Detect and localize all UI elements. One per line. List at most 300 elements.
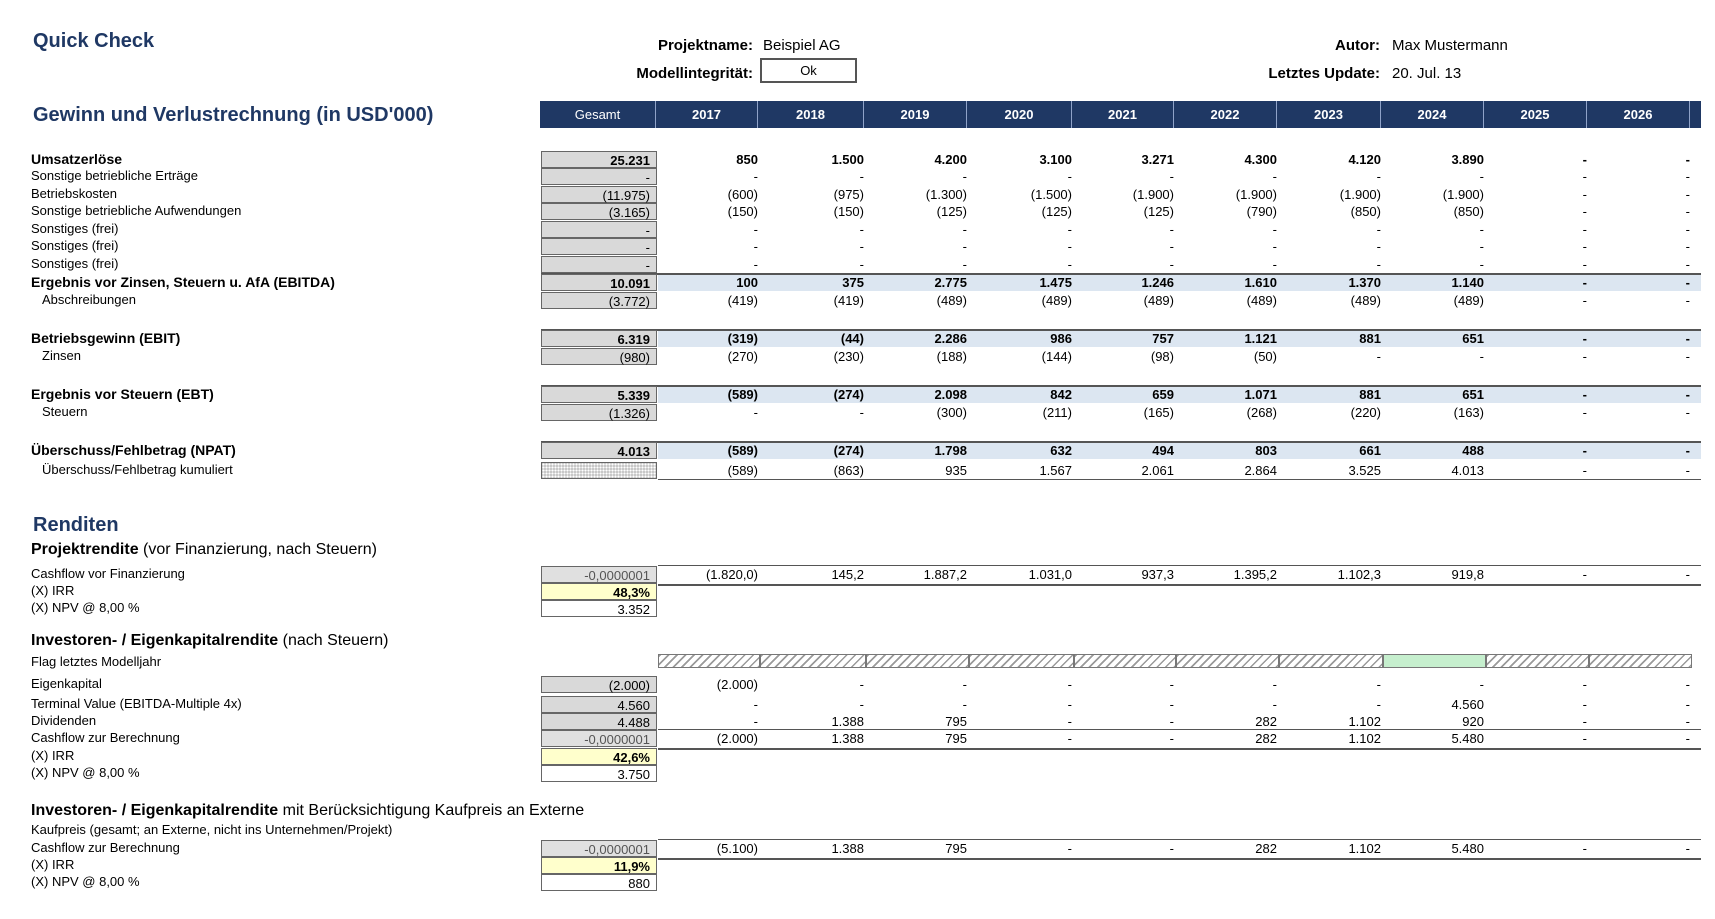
row-top-rule [658, 839, 1701, 840]
value-cell[interactable]: - [1582, 841, 1587, 856]
value-cell[interactable]: (300) [936, 405, 967, 420]
column-header-year: 2022 [1174, 101, 1277, 128]
value-cell[interactable]: - [1067, 731, 1072, 746]
value-cell[interactable]: - [1582, 169, 1587, 184]
value-cell[interactable]: - [1582, 731, 1587, 746]
total-cell[interactable]: 25.231 [541, 151, 657, 168]
value-cell[interactable]: 1.798 [934, 443, 967, 458]
value-cell[interactable]: (600) [727, 187, 758, 202]
column-header-year: 2019 [864, 101, 967, 128]
value-cell[interactable]: - [1067, 697, 1072, 712]
value-cell[interactable]: - [962, 677, 967, 692]
value-cell[interactable]: - [1582, 677, 1587, 692]
value-cell[interactable]: 1.102,3 [1337, 567, 1381, 582]
value-cell[interactable]: (419) [833, 293, 864, 308]
value-cell[interactable]: - [1376, 677, 1381, 692]
value-cell[interactable]: - [1685, 731, 1690, 746]
value-cell[interactable]: - [859, 405, 864, 420]
value-cell[interactable]: - [1582, 187, 1587, 202]
value-cell[interactable]: - [859, 239, 864, 254]
value-cell[interactable]: (1.820,0) [705, 567, 758, 582]
value-cell[interactable]: (1.500) [1030, 187, 1072, 202]
value-cell[interactable]: - [962, 257, 967, 272]
value-cell[interactable]: 795 [945, 731, 967, 746]
row-label: Betriebsgewinn (EBIT) [31, 330, 181, 346]
value-cell[interactable]: 3.890 [1451, 152, 1484, 167]
value-cell[interactable]: - [1582, 257, 1587, 272]
value-cell[interactable]: 2.061 [1141, 463, 1174, 478]
value-cell[interactable]: 1.102 [1348, 731, 1381, 746]
value-cell[interactable]: - [1272, 697, 1277, 712]
value-cell[interactable]: 100 [736, 275, 758, 290]
value-cell[interactable]: - [1685, 443, 1690, 458]
value-cell[interactable]: (270) [727, 349, 758, 364]
value-cell[interactable]: - [1582, 463, 1587, 478]
flag-cell [1279, 654, 1383, 668]
value-cell[interactable]: 1.388 [831, 841, 864, 856]
value-cell[interactable]: - [1479, 169, 1484, 184]
value-cell[interactable]: - [1685, 275, 1690, 290]
value-cell[interactable]: - [1685, 293, 1690, 308]
value-cell[interactable]: - [1067, 714, 1072, 729]
value-cell[interactable]: 282 [1255, 714, 1277, 729]
total-cell[interactable]: (1.326) [541, 404, 657, 421]
value-cell[interactable]: (211) [1042, 405, 1072, 420]
value-cell[interactable]: 4.300 [1244, 152, 1277, 167]
value-cell[interactable]: - [962, 222, 967, 237]
projektrendite-heading [31, 541, 377, 559]
value-cell[interactable]: 1.610 [1244, 275, 1277, 290]
value-cell[interactable]: - [1169, 222, 1174, 237]
value-cell[interactable]: - [1169, 841, 1174, 856]
value-cell[interactable]: (5.100) [716, 841, 758, 856]
value-cell[interactable]: - [1169, 697, 1174, 712]
value-cell[interactable]: 1.102 [1348, 841, 1381, 856]
value-cell[interactable]: (489) [1453, 293, 1484, 308]
value-cell[interactable]: - [1685, 463, 1690, 478]
value-cell[interactable]: - [1685, 841, 1690, 856]
total-cell[interactable]: (3.165) [541, 203, 657, 220]
value-cell[interactable]: - [1582, 222, 1587, 237]
value-cell[interactable]: - [753, 697, 758, 712]
value-cell[interactable]: (144) [1041, 349, 1072, 364]
guv-title: Gewinn und Verlustrechnung (in USD'000) [33, 104, 434, 126]
value-cell[interactable]: 651 [1462, 331, 1484, 346]
flag-cell [658, 654, 760, 668]
value-cell[interactable]: - [1067, 169, 1072, 184]
value-cell[interactable]: - [1685, 567, 1690, 582]
value-cell[interactable]: - [1376, 349, 1381, 364]
total-cell[interactable]: - [541, 238, 657, 255]
value-cell[interactable]: - [1272, 677, 1277, 692]
value-cell[interactable]: (1.900) [1339, 187, 1381, 202]
row-label: (X) IRR [31, 748, 75, 763]
value-cell[interactable]: (319) [727, 331, 758, 346]
value-cell[interactable]: - [1169, 239, 1174, 254]
value-cell[interactable]: (50) [1253, 349, 1277, 364]
value-cell[interactable]: 661 [1359, 443, 1381, 458]
value-cell[interactable]: - [1169, 169, 1174, 184]
value-cell[interactable]: - [1685, 239, 1690, 254]
value-cell[interactable]: - [1272, 169, 1277, 184]
value-cell[interactable]: - [1272, 239, 1277, 254]
projektname-value[interactable]: Beispiel AG [763, 37, 841, 54]
row-label: Sonstiges (frei) [31, 256, 119, 271]
value-cell[interactable]: 375 [842, 275, 864, 290]
value-cell[interactable]: 881 [1359, 331, 1381, 346]
total-cell[interactable]: -0,0000001 [541, 840, 657, 857]
value-cell[interactable]: 4.560 [1451, 697, 1484, 712]
value-cell[interactable]: - [1582, 714, 1587, 729]
value-cell[interactable]: - [1685, 331, 1690, 346]
row-label: Sonstiges (frei) [31, 221, 119, 236]
value-cell[interactable]: - [1067, 841, 1072, 856]
value-cell[interactable]: 145,2 [831, 567, 864, 582]
value-cell[interactable]: 632 [1050, 443, 1072, 458]
value-cell[interactable]: - [1067, 239, 1072, 254]
value-cell[interactable]: - [1169, 731, 1174, 746]
column-header-year: 2026 [1587, 101, 1690, 128]
value-cell[interactable]: 3.525 [1348, 463, 1381, 478]
value-cell[interactable]: (975) [833, 187, 864, 202]
value-cell[interactable]: 1.031,0 [1028, 567, 1072, 582]
value-cell[interactable]: - [1169, 714, 1174, 729]
row-label: (X) NPV @ 8,00 % [31, 874, 140, 889]
value-cell[interactable]: - [859, 677, 864, 692]
page-title: Quick Check [33, 30, 155, 52]
value-cell[interactable]: 1.246 [1141, 275, 1174, 290]
kaufpreis-label: Kaufpreis (gesamt; an Externe, nicht ins Unternehmen/Projekt) [31, 822, 393, 837]
total-cell[interactable]: - [541, 221, 657, 238]
value-cell[interactable]: 2.286 [934, 331, 967, 346]
row-label: Überschuss/Fehlbetrag kumuliert [42, 462, 233, 477]
value-cell[interactable]: - [753, 405, 758, 420]
value-cell[interactable]: - [1582, 405, 1587, 420]
value-cell[interactable]: 659 [1152, 387, 1174, 402]
modellintegritaet-label: Modellintegrität: [636, 65, 753, 82]
flag-cell [866, 654, 969, 668]
value-cell[interactable]: - [1685, 169, 1690, 184]
value-cell[interactable]: 5.480 [1451, 841, 1484, 856]
total-cell[interactable] [541, 462, 657, 479]
value-cell[interactable]: - [753, 257, 758, 272]
value-cell[interactable]: 935 [945, 463, 967, 478]
value-cell[interactable]: - [1685, 204, 1690, 219]
value-cell[interactable]: (230) [833, 349, 864, 364]
value-cell[interactable]: - [1376, 169, 1381, 184]
total-cell[interactable]: -0,0000001 [541, 730, 657, 747]
value-cell[interactable]: - [753, 239, 758, 254]
value-cell[interactable]: 4.013 [1451, 463, 1484, 478]
kaufpreis-heading-rest: mit Berücksichtigung Kaufpreis an Externe [278, 802, 585, 819]
autor-value[interactable]: Max Mustermann [1392, 37, 1508, 54]
row-label: Cashflow zur Berechnung [31, 730, 180, 745]
value-cell[interactable]: - [1067, 257, 1072, 272]
value-cell[interactable]: - [859, 697, 864, 712]
total-cell[interactable]: 3.352 [541, 600, 657, 617]
value-cell[interactable]: - [1376, 222, 1381, 237]
value-cell[interactable]: 881 [1359, 387, 1381, 402]
value-cell[interactable]: (150) [833, 204, 864, 219]
value-cell[interactable]: - [1479, 349, 1484, 364]
flag-cell [969, 654, 1074, 668]
value-cell[interactable]: (589) [727, 443, 758, 458]
value-cell[interactable]: (44) [840, 331, 864, 346]
value-cell[interactable]: 842 [1050, 387, 1072, 402]
column-header-year: 2018 [758, 101, 864, 128]
value-cell[interactable]: (274) [833, 443, 864, 458]
value-cell[interactable]: (150) [727, 204, 758, 219]
value-cell[interactable]: (790) [1246, 204, 1277, 219]
value-cell[interactable]: (268) [1246, 405, 1277, 420]
value-cell[interactable]: 1.071 [1244, 387, 1277, 402]
value-cell[interactable]: 1.887,2 [923, 567, 967, 582]
flag-cell [1176, 654, 1279, 668]
row-label: Ergebnis vor Steuern (EBT) [31, 386, 214, 402]
value-cell[interactable]: - [1582, 331, 1587, 346]
value-cell[interactable]: - [1685, 714, 1690, 729]
row-label: Zinsen [42, 348, 82, 363]
flag-cell-last-year [1383, 654, 1486, 668]
value-cell[interactable]: (1.900) [1235, 187, 1277, 202]
value-cell[interactable]: (98) [1150, 349, 1174, 364]
total-cell[interactable]: 880 [541, 874, 657, 891]
column-header-gesamt: Gesamt [540, 101, 656, 128]
value-cell[interactable]: 5.480 [1451, 731, 1484, 746]
value-cell[interactable]: 494 [1152, 443, 1174, 458]
value-cell[interactable]: 1.388 [831, 714, 864, 729]
value-cell[interactable]: 937,3 [1141, 567, 1174, 582]
total-cell[interactable]: - [541, 168, 657, 185]
value-cell[interactable]: (850) [1350, 204, 1381, 219]
value-cell[interactable]: (419) [727, 293, 758, 308]
value-cell[interactable]: (274) [833, 387, 864, 402]
total-cell[interactable]: 11,9% [541, 857, 657, 874]
value-cell[interactable]: (850) [1453, 204, 1484, 219]
value-cell[interactable]: (125) [1041, 204, 1072, 219]
value-cell[interactable]: 850 [736, 152, 758, 167]
row-top-rule [658, 729, 1701, 730]
value-cell[interactable]: - [1479, 257, 1484, 272]
value-cell[interactable]: (2.000) [716, 731, 758, 746]
value-cell[interactable]: - [1582, 152, 1587, 167]
value-cell[interactable]: - [753, 714, 758, 729]
value-cell[interactable]: (1.900) [1132, 187, 1174, 202]
value-cell[interactable]: - [962, 239, 967, 254]
value-cell[interactable]: - [1685, 152, 1690, 167]
row-label: Eigenkapital [31, 676, 102, 691]
row-label: (X) IRR [31, 857, 75, 872]
value-cell[interactable]: (220) [1350, 405, 1381, 420]
value-cell[interactable]: - [962, 169, 967, 184]
value-cell[interactable]: 651 [1462, 387, 1484, 402]
value-cell[interactable]: - [1479, 239, 1484, 254]
value-cell[interactable]: 920 [1462, 714, 1484, 729]
value-cell[interactable]: 2.098 [934, 387, 967, 402]
value-cell[interactable]: - [1582, 275, 1587, 290]
value-cell[interactable]: - [1582, 697, 1587, 712]
row-bottom-rule [658, 584, 1701, 586]
value-cell[interactable]: 1.395,2 [1233, 567, 1277, 582]
row-bottom-rule [658, 858, 1701, 860]
value-cell[interactable]: (2.000) [716, 677, 758, 692]
value-cell[interactable]: - [753, 169, 758, 184]
row-label: (X) NPV @ 8,00 % [31, 600, 140, 615]
projektname-label: Projektname: [657, 37, 753, 54]
modellintegritaet-status-box: Ok [760, 58, 857, 83]
value-cell[interactable]: - [1272, 222, 1277, 237]
row-label: Sonstiges (frei) [31, 238, 119, 253]
value-cell[interactable]: (163) [1453, 405, 1484, 420]
value-cell[interactable]: - [1376, 239, 1381, 254]
value-cell[interactable]: - [1685, 349, 1690, 364]
value-cell[interactable]: 1.388 [831, 731, 864, 746]
value-cell[interactable]: (125) [1143, 204, 1174, 219]
value-cell[interactable]: 1.500 [831, 152, 864, 167]
total-cell[interactable]: 42,6% [541, 748, 657, 765]
total-cell[interactable]: 4.488 [541, 713, 657, 730]
value-cell[interactable]: - [1685, 187, 1690, 202]
value-cell[interactable]: 1.140 [1451, 275, 1484, 290]
column-header-year: 2021 [1072, 101, 1174, 128]
value-cell[interactable]: - [1685, 257, 1690, 272]
value-cell[interactable]: (589) [727, 463, 758, 478]
value-cell[interactable]: - [1479, 222, 1484, 237]
value-cell[interactable]: 2.864 [1244, 463, 1277, 478]
value-cell[interactable]: (489) [1246, 293, 1277, 308]
value-cell[interactable]: - [1272, 257, 1277, 272]
value-cell[interactable]: - [1685, 697, 1690, 712]
value-cell[interactable]: 1.102 [1348, 714, 1381, 729]
row-label: Sonstige betriebliche Erträge [31, 168, 198, 183]
value-cell[interactable]: - [1169, 677, 1174, 692]
column-header-year: 2025 [1484, 101, 1587, 128]
value-cell[interactable]: (165) [1143, 405, 1174, 420]
value-cell[interactable]: 795 [945, 841, 967, 856]
value-cell[interactable]: - [1582, 349, 1587, 364]
total-cell[interactable]: 4.013 [541, 442, 657, 459]
value-cell[interactable]: - [1479, 677, 1484, 692]
total-cell[interactable]: (2.000) [541, 676, 657, 693]
value-cell[interactable]: 1.567 [1039, 463, 1072, 478]
value-cell[interactable]: (589) [727, 387, 758, 402]
value-cell[interactable]: - [1067, 222, 1072, 237]
value-cell[interactable]: - [859, 257, 864, 272]
flag-cell [1074, 654, 1176, 668]
total-cell[interactable]: (980) [541, 348, 657, 365]
value-cell[interactable]: - [1582, 239, 1587, 254]
row-label: (X) IRR [31, 583, 75, 598]
value-cell[interactable]: (125) [936, 204, 967, 219]
value-cell[interactable]: (489) [1350, 293, 1381, 308]
total-cell[interactable]: 4.560 [541, 696, 657, 713]
value-cell[interactable]: - [1582, 387, 1587, 402]
total-cell[interactable]: (11.975) [541, 186, 657, 203]
investoren-heading [31, 632, 388, 650]
row-label: Steuern [42, 404, 88, 419]
total-cell[interactable]: 3.750 [541, 765, 657, 782]
value-cell[interactable]: - [859, 222, 864, 237]
value-cell[interactable]: - [1169, 257, 1174, 272]
projektrendite-heading-rest: (vor Finanzierung, nach Steuern) [138, 541, 377, 558]
value-cell[interactable]: (1.300) [925, 187, 967, 202]
value-cell[interactable]: - [1685, 677, 1690, 692]
total-cell[interactable]: 48,3% [541, 583, 657, 600]
value-cell[interactable]: 282 [1255, 731, 1277, 746]
value-cell[interactable]: 3.100 [1039, 152, 1072, 167]
value-cell[interactable]: - [753, 222, 758, 237]
row-top-rule [658, 565, 1701, 566]
flag-cell [1486, 654, 1589, 668]
value-cell[interactable]: - [1582, 204, 1587, 219]
value-cell[interactable]: 4.120 [1348, 152, 1381, 167]
row-label: Dividenden [31, 713, 97, 728]
row-label: Überschuss/Fehlbetrag (NPAT) [31, 442, 236, 458]
projektrendite-heading-bold: Projektrendite [31, 541, 139, 558]
value-cell[interactable]: (489) [936, 293, 967, 308]
value-cell[interactable]: - [1067, 677, 1072, 692]
total-cell[interactable]: (3.772) [541, 292, 657, 309]
total-cell[interactable]: 6.319 [541, 330, 657, 347]
value-cell[interactable]: - [1376, 697, 1381, 712]
row-label: Terminal Value (EBITDA-Multiple 4x) [31, 696, 242, 711]
row-label: Sonstige betriebliche Aufwendungen [31, 203, 242, 218]
renditen-title: Renditen [33, 514, 119, 536]
value-cell[interactable]: 1.121 [1244, 331, 1277, 346]
value-cell[interactable]: 803 [1255, 443, 1277, 458]
value-cell[interactable]: - [1582, 443, 1587, 458]
value-cell[interactable]: 282 [1255, 841, 1277, 856]
value-cell[interactable]: 4.200 [934, 152, 967, 167]
flag-label: Flag letztes Modelljahr [31, 654, 162, 669]
kaufpreis-heading [31, 802, 584, 820]
total-cell[interactable]: -0,0000001 [541, 566, 657, 583]
total-cell[interactable]: 10.091 [541, 274, 657, 291]
column-header-year: 2017 [656, 101, 758, 128]
total-cell[interactable]: 5.339 [541, 386, 657, 403]
value-cell[interactable]: (1.900) [1442, 187, 1484, 202]
value-cell[interactable]: - [1582, 293, 1587, 308]
value-cell[interactable]: 1.370 [1348, 275, 1381, 290]
value-cell[interactable]: - [1685, 222, 1690, 237]
value-cell[interactable]: (863) [833, 463, 864, 478]
investoren-heading-bold: Investoren- / Eigenkapitalrendite [31, 632, 279, 649]
value-cell[interactable]: 2.775 [934, 275, 967, 290]
value-cell[interactable]: 795 [945, 714, 967, 729]
value-cell[interactable]: - [1582, 567, 1587, 582]
value-cell[interactable]: 488 [1462, 443, 1484, 458]
total-cell[interactable]: - [541, 256, 657, 273]
value-cell[interactable]: (489) [1041, 293, 1072, 308]
value-cell[interactable]: 919,8 [1451, 567, 1484, 582]
column-header-year: 2024 [1381, 101, 1484, 128]
row-label: Cashflow vor Finanzierung [31, 566, 185, 581]
value-cell[interactable]: 1.475 [1039, 275, 1072, 290]
row-label: (X) NPV @ 8,00 % [31, 765, 140, 780]
value-cell[interactable]: (489) [1143, 293, 1174, 308]
value-cell[interactable]: - [1376, 257, 1381, 272]
update-value[interactable]: 20. Jul. 13 [1392, 65, 1462, 82]
row-label: Cashflow zur Berechnung [31, 840, 180, 855]
value-cell[interactable]: 3.271 [1141, 152, 1174, 167]
value-cell[interactable]: - [859, 169, 864, 184]
value-cell[interactable]: 757 [1152, 331, 1174, 346]
value-cell[interactable]: - [1685, 405, 1690, 420]
value-cell[interactable]: - [962, 697, 967, 712]
value-cell[interactable]: - [1685, 387, 1690, 402]
value-cell[interactable]: 986 [1050, 331, 1072, 346]
value-cell[interactable]: (188) [936, 349, 967, 364]
